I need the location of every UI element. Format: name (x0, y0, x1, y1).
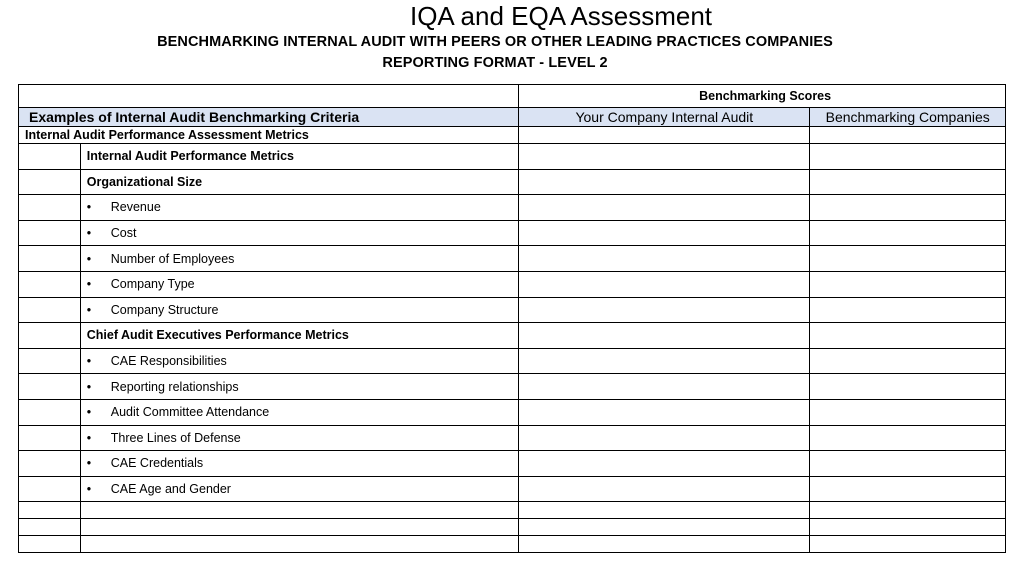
criteria-cell (80, 246, 518, 272)
criteria-label: CAE Age and Gender (110, 482, 231, 497)
subtitle-benchmarking: BENCHMARKING INTERNAL AUDIT WITH PEERS OR OTHER LEADING PRACTICES COMPANIES (157, 34, 833, 50)
indent-cell (19, 195, 81, 221)
criteria-cell (80, 323, 518, 349)
criteria-cell (80, 348, 518, 374)
your-company-cell (519, 169, 810, 195)
bullet-icon: • (86, 354, 92, 369)
your-company-cell (519, 451, 810, 477)
bullet-icon: • (86, 251, 92, 266)
benchmarking-cell (810, 476, 1006, 502)
table-row (19, 220, 1006, 246)
empty-cell (80, 519, 518, 536)
empty-row (19, 519, 1006, 536)
benchmarking-cell (810, 399, 1006, 425)
criteria-cell (80, 195, 518, 221)
benchmarking-cell (810, 127, 1006, 144)
criteria-cell (80, 144, 518, 170)
table-row (19, 476, 1006, 502)
criteria-cell (80, 169, 518, 195)
your-company-header: Your Company Internal Audit (519, 108, 810, 127)
criteria-label: Number of Employees (110, 251, 235, 266)
indent-cell (19, 399, 81, 425)
criteria-header: Examples of Internal Audit Benchmarking Criteria (19, 108, 519, 127)
benchmarking-cell (810, 220, 1006, 246)
page-title: IQA and EQA Assessment (409, 1, 713, 31)
criteria-label: Internal Audit Performance Metrics (86, 149, 294, 164)
indent-cell (19, 169, 81, 195)
empty-cell (519, 502, 810, 519)
table-row (19, 399, 1006, 425)
table-row (19, 374, 1006, 400)
indent-cell (19, 323, 81, 349)
criteria-cell (80, 451, 518, 477)
criteria-label: Company Type (110, 277, 195, 292)
benchmarking-cell (810, 271, 1006, 297)
empty-cell (810, 536, 1006, 553)
empty-cell (80, 536, 518, 553)
bullet-icon: • (86, 482, 92, 497)
criteria-label: CAE Credentials (110, 456, 204, 471)
indent-cell (19, 374, 81, 400)
benchmarking-cell (810, 169, 1006, 195)
indent-cell (19, 220, 81, 246)
criteria-label: Company Structure (110, 302, 219, 317)
bullet-icon: • (86, 302, 92, 317)
criteria-cell (80, 374, 518, 400)
your-company-cell (519, 127, 810, 144)
empty-cell (810, 519, 1006, 536)
column-header-row (19, 108, 1006, 127)
benchmarking-companies-header: Benchmarking Companies (810, 108, 1006, 127)
section-label: Internal Audit Performance Assessment Metrics (19, 127, 519, 144)
table-row (19, 195, 1006, 221)
criteria-cell (80, 399, 518, 425)
indent-cell (19, 297, 81, 323)
your-company-cell (519, 323, 810, 349)
your-company-cell (519, 220, 810, 246)
criteria-cell (80, 476, 518, 502)
empty-cell (519, 536, 810, 553)
indent-cell (19, 144, 81, 170)
criteria-label: Revenue (110, 200, 161, 215)
criteria-cell (80, 220, 518, 246)
criteria-cell (80, 297, 518, 323)
empty-row (19, 536, 1006, 553)
indent-cell (19, 476, 81, 502)
empty-row (19, 502, 1006, 519)
benchmarking-cell (810, 195, 1006, 221)
bullet-icon: • (86, 430, 92, 445)
empty-cell (519, 519, 810, 536)
indent-cell (19, 425, 81, 451)
bullet-icon: • (86, 226, 92, 241)
empty-cell (810, 502, 1006, 519)
scores-header-row (19, 85, 1006, 108)
bullet-icon: • (86, 405, 92, 420)
indent-cell (19, 246, 81, 272)
table-row (19, 246, 1006, 272)
bullet-icon: • (86, 200, 92, 215)
table-row (19, 323, 1006, 349)
bullet-icon: • (86, 277, 92, 292)
your-company-cell (519, 374, 810, 400)
criteria-cell (80, 425, 518, 451)
empty-cell (80, 502, 518, 519)
section-row (19, 127, 1006, 144)
criteria-label: Organizational Size (86, 174, 203, 189)
indent-cell (19, 271, 81, 297)
blank-header-cell (19, 85, 519, 108)
empty-cell (19, 519, 81, 536)
benchmarking-cell (810, 144, 1006, 170)
your-company-cell (519, 297, 810, 323)
your-company-cell (519, 425, 810, 451)
indent-cell (19, 451, 81, 477)
criteria-label: Three Lines of Defense (110, 430, 241, 445)
table-row (19, 297, 1006, 323)
table-row (19, 451, 1006, 477)
empty-cell (19, 502, 81, 519)
criteria-label: Reporting relationships (110, 379, 239, 394)
table-row (19, 425, 1006, 451)
benchmarking-cell (810, 451, 1006, 477)
benchmarking-cell (810, 323, 1006, 349)
empty-cell (19, 536, 81, 553)
your-company-cell (519, 399, 810, 425)
benchmarking-cell (810, 246, 1006, 272)
subtitle-reporting-format: REPORTING FORMAT - LEVEL 2 (382, 55, 608, 71)
table-row (19, 271, 1006, 297)
criteria-label: Audit Committee Attendance (110, 405, 270, 420)
your-company-cell (519, 271, 810, 297)
table-row (19, 348, 1006, 374)
your-company-cell (519, 195, 810, 221)
benchmarking-cell (810, 374, 1006, 400)
benchmarking-scores-header: Benchmarking Scores (519, 85, 1006, 108)
benchmarking-cell (810, 297, 1006, 323)
criteria-label: CAE Responsibilities (110, 354, 227, 369)
benchmarking-cell (810, 425, 1006, 451)
criteria-label: Cost (110, 226, 137, 241)
table-row (19, 169, 1006, 195)
benchmarking-table (18, 84, 1006, 553)
indent-cell (19, 348, 81, 374)
benchmarking-cell (810, 348, 1006, 374)
bullet-icon: • (86, 379, 92, 394)
bullet-icon: • (86, 456, 92, 471)
table-row (19, 144, 1006, 170)
criteria-label: Chief Audit Executives Performance Metrics (86, 328, 349, 343)
your-company-cell (519, 476, 810, 502)
your-company-cell (519, 144, 810, 170)
your-company-cell (519, 348, 810, 374)
criteria-cell (80, 271, 518, 297)
your-company-cell (519, 246, 810, 272)
